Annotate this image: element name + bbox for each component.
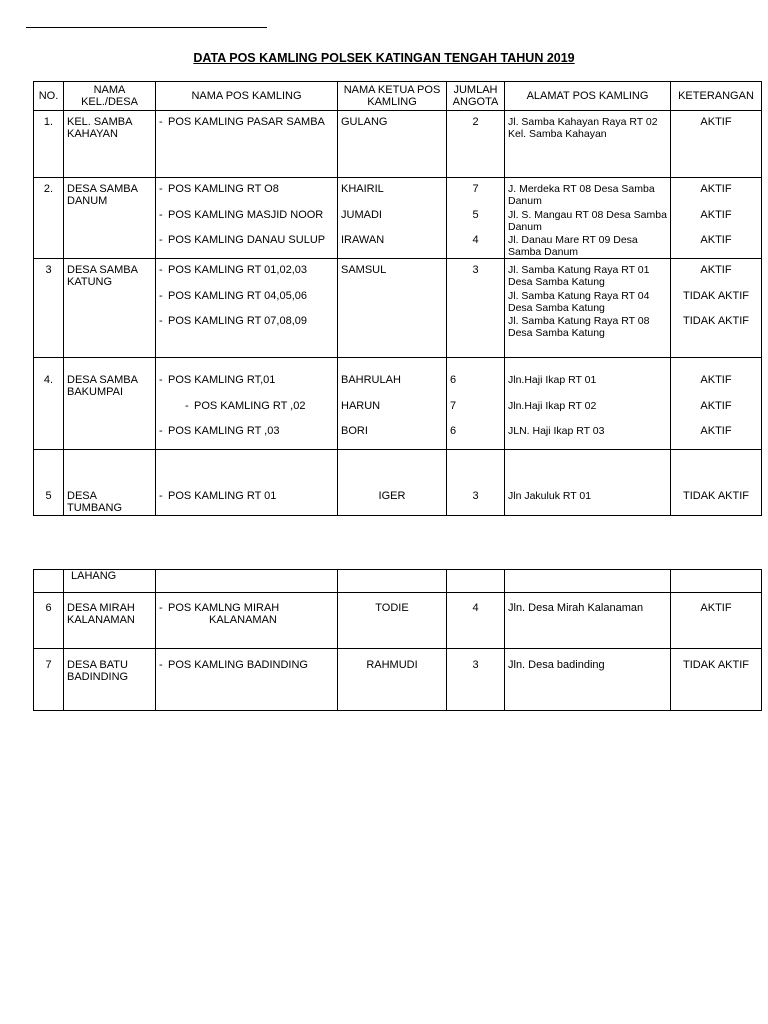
alamat-text: Jl. Samba Katung Raya RT 01 Desa Samba Katung [508, 264, 650, 288]
header-keterangan: KETERANGAN [671, 82, 762, 111]
row-desa: DESA SAMBA BAKUMPAI [67, 374, 138, 398]
pos-name: - POS KAMLING RT 04,05,06 [159, 289, 334, 314]
alamat-text: Jl. Danau Mare RT 09 Desa Samba Danum [508, 234, 638, 258]
pos-name: - POS KAMLING DANAU SULUP [159, 233, 334, 258]
table-row [34, 570, 762, 593]
pos-name: - POS KAMLING MASJID NOOR [159, 208, 334, 233]
document-title: DATA POS KAMLING POLSEK KATINGAN TENGAH TAHUN 2019 [193, 51, 575, 65]
jumlah-value: 6 [450, 425, 457, 437]
table-row [34, 450, 762, 516]
status-text: AKTIF [700, 602, 732, 614]
alamat-text: Jl. S. Mangau RT 08 Desa Samba Danum [508, 209, 667, 233]
alamat-text: Jl. Samba Katung Raya RT 08 Desa Samba Katung [508, 315, 650, 339]
status-text: AKTIF [700, 264, 732, 276]
jumlah-value: 4 [472, 602, 479, 614]
table-row [34, 178, 762, 259]
jumlah-value: 7 [472, 183, 479, 195]
table-row [34, 358, 762, 450]
row-desa-continued: LAHANG [71, 570, 117, 582]
row-no: 2. [43, 183, 54, 195]
row-desa: KEL. SAMBA KAHAYAN [67, 116, 132, 140]
table-header-row [34, 82, 762, 111]
row-desa: DESA MIRAH KALANAMAN [67, 602, 135, 626]
ketua-name: SAMSUL [341, 264, 387, 276]
ketua-name: KHAIRIL [341, 183, 384, 195]
pos-name: - POS KAMLING RT 01,02,03 [159, 264, 334, 289]
header-alamat: ALAMAT POS KAMLING [505, 82, 671, 111]
ketua-name: BAHRULAH [341, 374, 401, 386]
pos-name-continued: KALANAMAN [209, 614, 277, 626]
alamat-text: Jln. Desa badinding [508, 659, 605, 671]
row-desa: DESA SAMBA DANUM [67, 183, 138, 207]
table-row [34, 593, 762, 649]
ketua-name: IRAWAN [341, 234, 385, 246]
alamat-text: Jln Jakuluk RT 01 [508, 490, 592, 502]
pos-name: - POS KAMLING RT 07,08,09 [159, 314, 334, 339]
row-no: 3 [45, 264, 52, 276]
ketua-name: GULANG [341, 116, 388, 128]
row-no: 7 [45, 659, 52, 671]
alamat-text: Jln.Haji Ikap RT 02 [508, 400, 597, 412]
pos-name: - POS KAMLING RT ,03 [159, 424, 334, 449]
status-text: AKTIF [700, 209, 732, 221]
header-pos: NAMA POS KAMLING [156, 82, 338, 111]
pos-name: - POS KAMLING BADINDING [159, 659, 334, 684]
alamat-text: Jln. Desa Mirah Kalanaman [508, 602, 644, 614]
jumlah-value: 6 [450, 374, 457, 386]
status-text: TIDAK AKTIF [682, 659, 749, 671]
header-jumlah: JUMLAH ANGOTA [447, 82, 505, 111]
header-ketua: NAMA KETUA POS KAMLING [338, 82, 447, 111]
alamat-text: Jl. Samba Kahayan Raya RT 02 Kel. Samba Kahayan [508, 116, 658, 140]
table-row [34, 111, 762, 178]
pos-name: - POS KAMLING RT ,02 [159, 399, 334, 424]
status-text: TIDAK AKTIF [682, 290, 749, 302]
jumlah-value: 3 [472, 264, 479, 276]
alamat-text: J. Merdeka RT 08 Desa Samba Danum [508, 183, 655, 207]
alamat-text: Jln.Haji Ikap RT 01 [508, 374, 597, 386]
pos-name: - POS KAMLNG MIRAH [159, 602, 334, 614]
ketua-name: JUMADI [341, 209, 382, 221]
ketua-name: IGER [378, 490, 406, 502]
ketua-name: BORI [341, 425, 368, 437]
status-text: AKTIF [700, 425, 732, 437]
row-desa: DESA BATU BADINDING [67, 659, 129, 683]
ketua-name: HARUN [341, 400, 381, 412]
status-text: AKTIF [700, 234, 732, 246]
header-desa: NAMA KEL./DESA [64, 82, 156, 111]
jumlah-value: 3 [472, 490, 479, 502]
ketua-name: TODIE [375, 602, 409, 614]
jumlah-value: 4 [472, 234, 479, 246]
row-desa: DESA TUMBANG [67, 490, 122, 514]
status-text: AKTIF [700, 400, 732, 412]
status-text: TIDAK AKTIF [682, 315, 749, 327]
alamat-text: JLN. Haji Ikap RT 03 [508, 425, 605, 437]
row-no: 5 [45, 490, 52, 502]
ketua-name: RAHMUDI [366, 659, 418, 671]
row-no: 1. [43, 116, 54, 128]
alamat-text: Jl. Samba Katung Raya RT 04 Desa Samba Katung [508, 290, 650, 314]
table-row [34, 259, 762, 358]
jumlah-value: 5 [472, 209, 479, 221]
status-text: AKTIF [700, 116, 732, 128]
status-text: AKTIF [700, 183, 732, 195]
row-desa: DESA SAMBA KATUNG [67, 264, 138, 288]
jumlah-value: 3 [472, 659, 479, 671]
status-text: AKTIF [700, 374, 732, 386]
header-no: NO. [34, 82, 64, 111]
pos-kamling-table-continued [33, 569, 762, 711]
pos-name: - POS KAMLING RT 01 [159, 490, 334, 515]
pos-name: - POS KAMLING RT O8 [159, 183, 334, 208]
pos-name: - POS KAMLING PASAR SAMBA [159, 116, 334, 141]
top-rule [26, 27, 267, 28]
row-no: 4. [43, 374, 54, 386]
jumlah-value: 7 [450, 400, 457, 412]
row-no: 6 [45, 602, 52, 614]
status-text: TIDAK AKTIF [682, 490, 749, 502]
pos-name: - POS KAMLING RT,01 [159, 374, 334, 399]
table-row [34, 649, 762, 711]
jumlah-value: 2 [472, 116, 479, 128]
pos-kamling-table [33, 81, 762, 516]
